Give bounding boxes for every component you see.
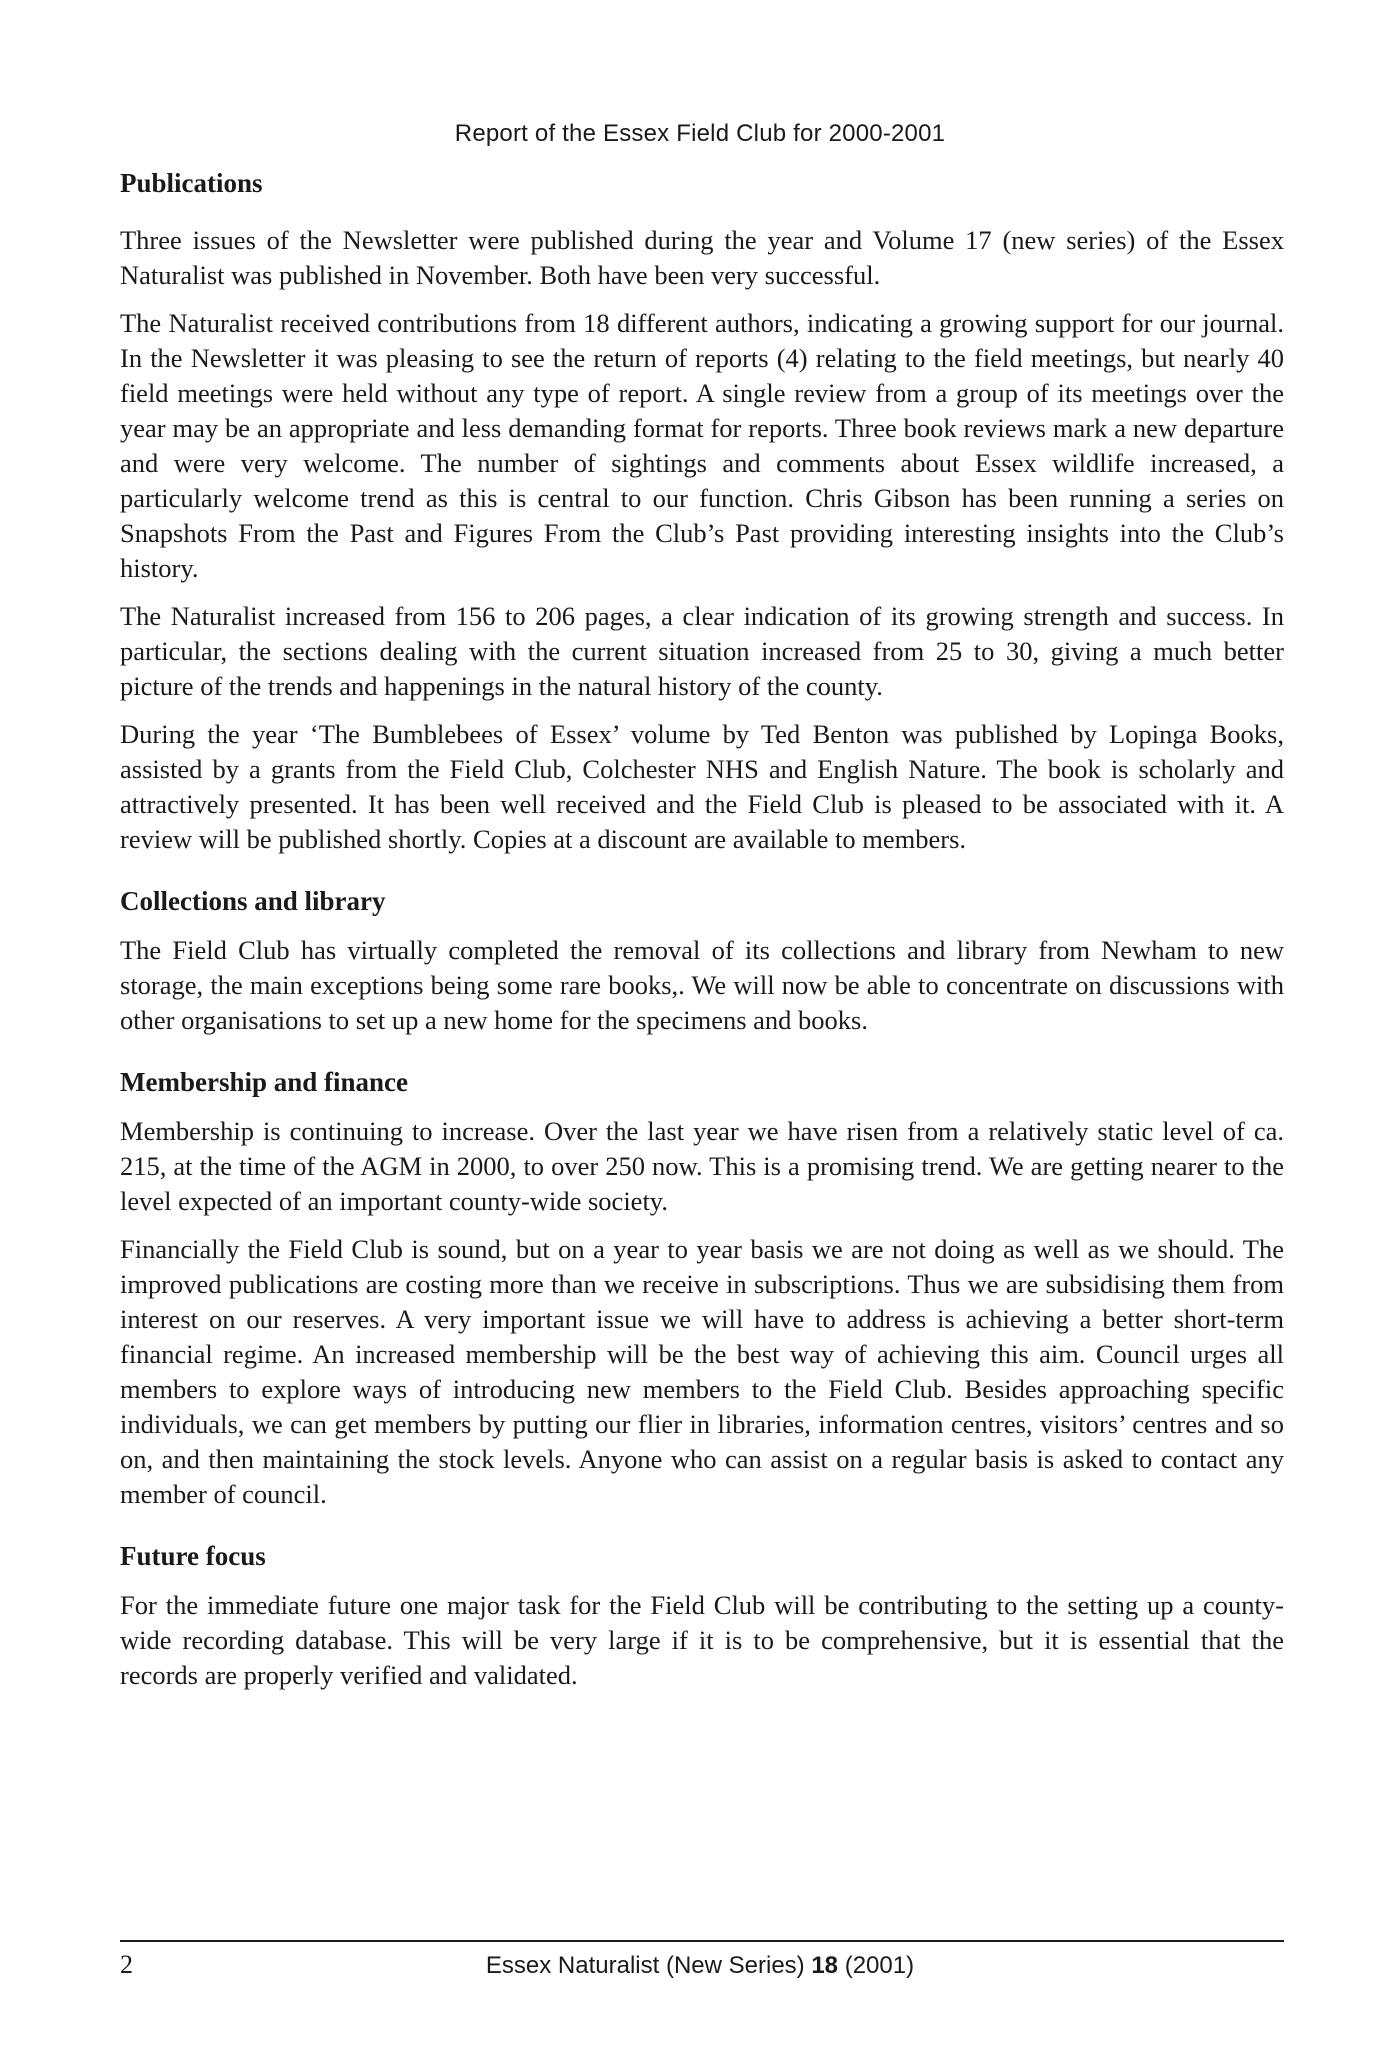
paragraph: Three issues of the Newsletter were published during the year and Volume 17 (new series) of the Essex Naturalist was published in November. Both have been very successful. bbox=[120, 225, 1284, 290]
paragraph: During the year ‘The Bumblebees of Essex’ volume by Ted Benton was published by Lopinga Books, assisted by a grants from the Field Club, Colchester NHS and English Nature. The book is scholarly and attractively presented. It has been well received and the Field Club is pleased to be associated with it. A review will be published shortly. Copies at a discount are available to members. bbox=[120, 719, 1284, 854]
journal-year: (2001) bbox=[844, 1952, 915, 1979]
section-heading: Membership and finance bbox=[120, 1067, 409, 1097]
journal-volume: 18 bbox=[811, 1952, 839, 1979]
paragraph: The Naturalist received contributions from 18 different authors, indicating a growing support for our journal. In the Newsletter it was pleasing to see the return of reports (4) relating to the field meetings, but nearly 40 field meetings were held without any type of report. A single review from a group of its meetings over the year may be an appropriate and less demanding format for reports. Three book reviews mark a new departure and were very welcome. The number of sightings and comments about Essex wildlife increased, a particularly welcome trend as this is central to our function. Chris Gibson has been running a series on Snapshots From the Past and Figures From the Club’s Past providing interesting insights into the Club’s history. bbox=[120, 308, 1284, 583]
section-heading: Collections and library bbox=[120, 886, 386, 916]
paragraph: Financially the Field Club is sound, but on a year to year basis we are not doing as well as we should. The improved publications are costing more than we receive in subscriptions. Thus we are subsidising them from interest on our reserves. A very important issue we will have to address is achieving a better short-term financial regime. An increased membership will be the best way of achieving this aim. Council urges all members to explore ways of introducing new members to the Field Club. Besides approaching specific individuals, we can get members by putting our flier in libraries, information centres, visitors’ centres and so on, and then maintaining the stock levels. Anyone who can assist on a regular basis is asked to contact any member of council. bbox=[120, 1234, 1284, 1509]
running-head: Report of the Essex Field Club for 2000-2001 bbox=[454, 120, 946, 147]
section-collections-and-library bbox=[120, 884, 1284, 1038]
footer-rule bbox=[120, 1940, 1284, 1942]
page-number: 2 bbox=[120, 1950, 133, 1979]
journal-title: Essex Naturalist (New Series) bbox=[485, 1952, 805, 1979]
paragraph: Membership is continuing to increase. Over the last year we have risen from a relatively static level of ca. 215, at the time of the AGM in 2000, to over 250 now. This is a promising trend. We are getting nearer to the level expected of an important county-wide society. bbox=[120, 1116, 1284, 1216]
paragraph: For the immediate future one major task for the Field Club will be contributing to the setting up a county-wide recording database. This will be very large if it is to be comprehensive, but it is essential that the records are properly verified and validated. bbox=[120, 1590, 1284, 1690]
section-membership-and-finance bbox=[120, 1065, 1284, 1512]
report-body bbox=[120, 158, 1284, 1706]
section-publications bbox=[120, 166, 1284, 857]
paragraph: The Naturalist increased from 156 to 206 pages, a clear indication of its growing strength and success. In particular, the sections dealing with the current situation increased from 25 to 30, giving a much better picture of the trends and happenings in the natural history of the county. bbox=[120, 601, 1284, 701]
section-heading: Publications bbox=[120, 168, 263, 198]
paragraph: The Field Club has virtually completed the removal of its collections and library from Newham to new storage, the main exceptions being some rare books,. We will now be able to concentrate on discussions with other organisations to set up a new home for the specimens and books. bbox=[120, 935, 1284, 1035]
section-future-focus bbox=[120, 1539, 1284, 1693]
section-heading: Future focus bbox=[120, 1541, 266, 1571]
journal-citation bbox=[0, 1952, 1400, 1980]
